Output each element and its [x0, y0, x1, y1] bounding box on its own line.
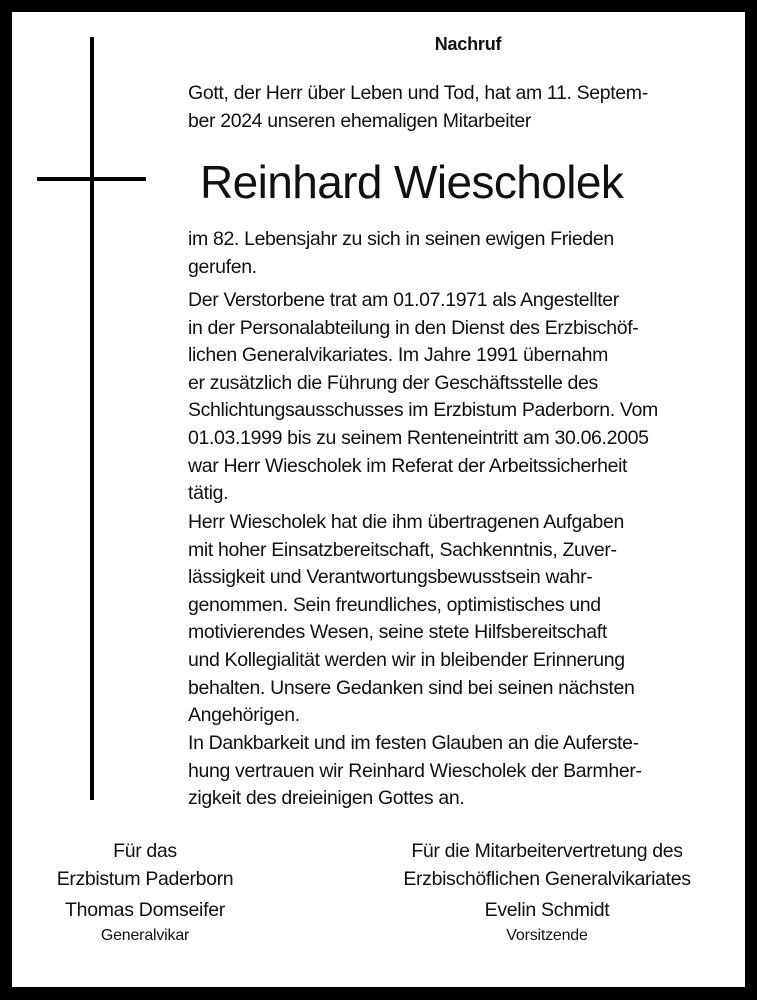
text-line: Für das	[113, 840, 177, 862]
text-line: Der Verstorbene trat am 01.07.1971 als Angestellter	[188, 289, 619, 311]
text-line: in der Personalabteilung in den Dienst des Erzbischöf-	[188, 316, 639, 339]
notice-title: Nachruf	[434, 34, 502, 54]
obituary-notice	[12, 12, 745, 987]
text-line: und Kollegialität werden wir in bleibender Erinnerung	[188, 648, 625, 671]
paragraph-career	[188, 287, 658, 508]
signatory-role: Vorsitzende	[506, 927, 588, 944]
text-line: zigkeit des dreieinigen Gottes an.	[188, 787, 465, 810]
text-line: Herr Wiescholek hat die ihm übertragenen Aufgaben	[188, 511, 624, 533]
text-line: lichen Generalvikariates. Im Jahre 1991 übernahm	[188, 344, 609, 367]
signature-archdiocese	[32, 838, 258, 948]
signatory-name: Evelin Schmidt	[484, 899, 610, 921]
text-line: In Dankbarkeit und im festen Glauben an die Auferste-	[188, 732, 639, 754]
paragraph-called-home	[188, 226, 614, 281]
text-line: tätig.	[188, 482, 229, 505]
text-line: Erzbistum Paderborn	[56, 867, 234, 890]
deceased-name: Reinhard Wiescholek	[200, 156, 624, 208]
text-line: genommen. Sein freundliches, optimistisches und	[188, 593, 601, 616]
text-line: 01.03.1999 bis zu seinem Renteneintritt am 30.06.2005	[188, 426, 649, 449]
text-line: Gott, der Herr über Leben und Tod, hat am 11. Septem-	[188, 82, 648, 104]
signatory-name: Thomas Domseifer	[65, 899, 225, 921]
signature-organization	[32, 838, 258, 893]
text-line: hung vertrauen wir Reinhard Wiescholek der Barmher-	[188, 759, 642, 782]
text-line: Erzbischöflichen Generalvikariates	[403, 867, 691, 890]
text-line: mit hoher Einsatzbereitschaft, Sachkenntnis, Zuver-	[188, 538, 617, 561]
paragraph-tribute	[188, 509, 635, 730]
text-line: im 82. Lebensjahr zu sich in seinen ewigen Frieden	[188, 228, 614, 250]
text-line: er zusätzlich die Führung der Geschäftsstelle des	[188, 371, 598, 394]
signature-organization	[362, 838, 732, 893]
text-line: ber 2024 unseren ehemaligen Mitarbeiter	[188, 109, 531, 132]
text-line: behalten. Unsere Gedanken sind bei seinen nächsten	[188, 676, 635, 699]
cross-vertical-bar	[90, 37, 94, 800]
cross-horizontal-bar	[37, 177, 146, 181]
text-line: Für die Mitarbeitervertretung des	[411, 840, 683, 862]
intro-paragraph	[188, 80, 648, 135]
text-line: Schlichtungsausschusses im Erzbistum Paderborn. Vom	[188, 399, 658, 422]
signature-staff-council	[362, 838, 732, 948]
text-line: gerufen.	[188, 255, 257, 278]
text-line: Angehörigen.	[188, 704, 300, 727]
text-line: lässigkeit und Verantwortungsbewusstsein wahr-	[188, 566, 593, 589]
paragraph-faith	[188, 730, 642, 813]
text-line: war Herr Wiescholek im Referat der Arbeitssicherheit	[188, 454, 628, 477]
signatory-role: Generalvikar	[100, 927, 190, 944]
text-line: motivierendes Wesen, seine stete Hilfsbereitschaft	[188, 621, 607, 644]
